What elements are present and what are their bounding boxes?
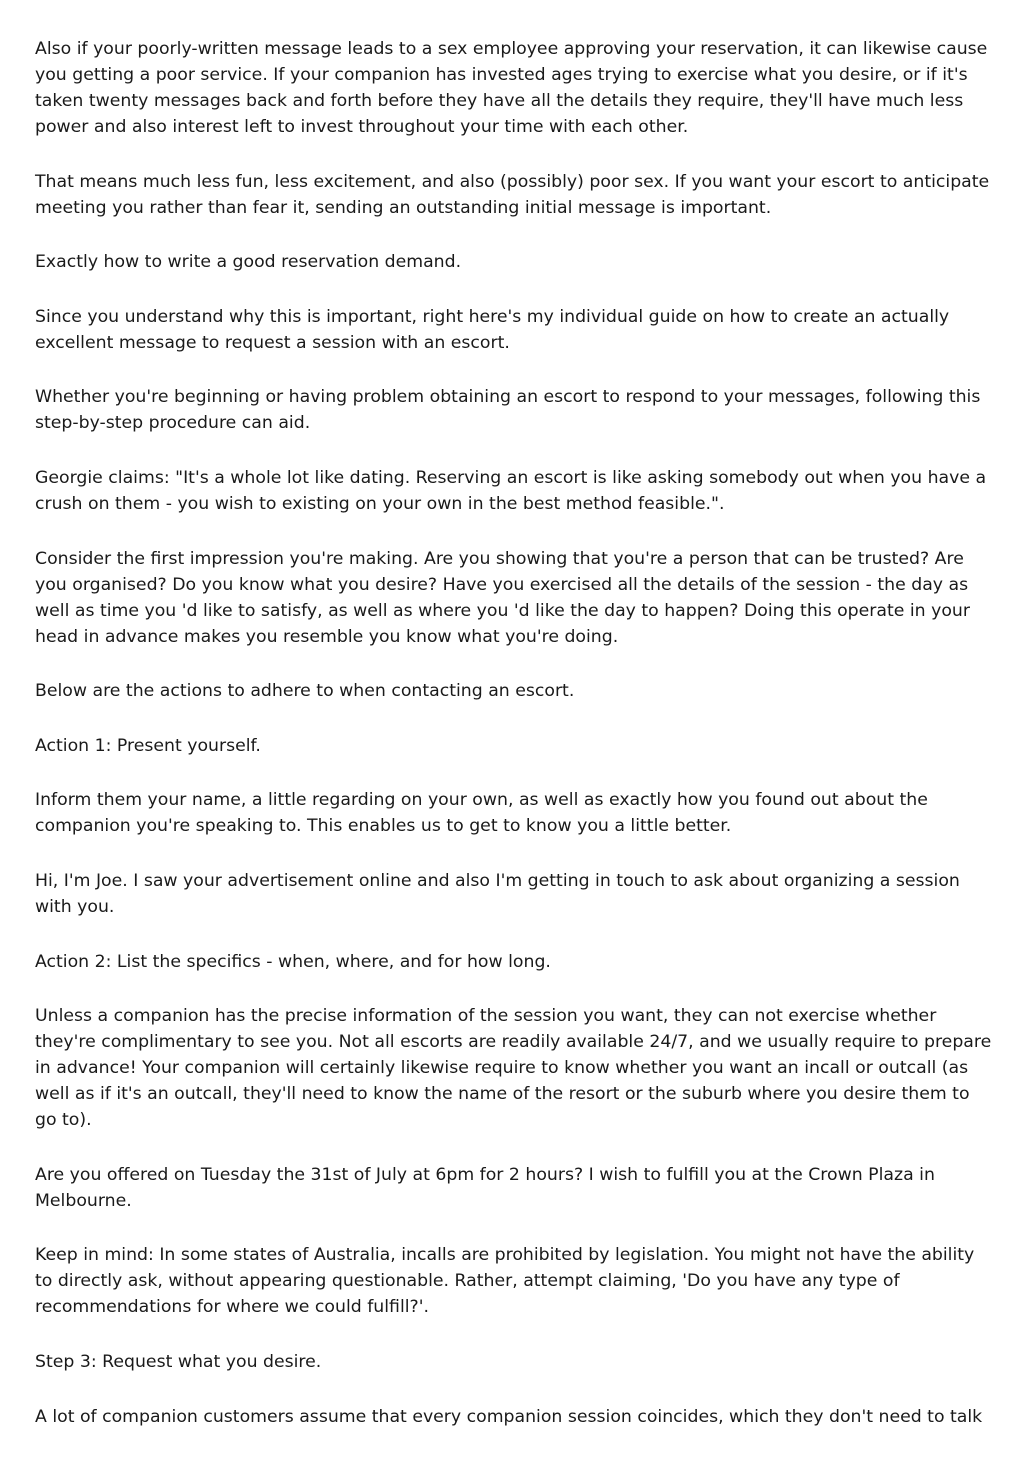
paragraph: Keep in mind: In some states of Australia, incalls are prohibited by legislation. You might not have the ability to directly ask, without appearing questionable. Rather, attempt claiming, 'Do you have any type of recommendations for where we could fulfill?'.	[35, 1245, 975, 1318]
paragraph: Are you offered on Tuesday the 31st of July at 6pm for 2 hours? I wish to fulfill you at the Crown Plaza in Melbourne.	[35, 1164, 935, 1211]
paragraph: Whether you're beginning or having problem obtaining an escort to respond to your messages, following this step-by-step procedure can aid.	[35, 387, 981, 434]
paragraph: A lot of companion customers assume that every companion session coincides, which they don't need to talk	[35, 1406, 983, 1427]
document-body	[35, 36, 995, 1458]
paragraph: Exactly how to write a good reservation demand.	[35, 252, 462, 273]
paragraph: Hi, I'm Joe. I saw your advertisement online and also I'm getting in touch to ask about organizing a session with you.	[35, 870, 960, 917]
paragraph: Also if your poorly-written message leads to a sex employee approving your reservation, it can likewise cause you getting a poor service. If your companion has invested ages trying to exercise what you desire, or if it's taken twenty messages back and forth before they have all the details they require, they'll have much less power and also interest left to invest throughout your time with each other.	[35, 39, 988, 137]
paragraph: That means much less fun, less excitement, and also (possibly) poor sex. If you want your escort to anticipate meeting you rather than fear it, sending an outstanding initial message is important.	[35, 171, 990, 218]
paragraph: Inform them your name, a little regarding on your own, as well as exactly how you found out about the companion you're speaking to. This enables us to get to know you a little better.	[35, 790, 928, 837]
paragraph: Action 2: List the specifics - when, where, and for how long.	[35, 951, 551, 972]
paragraph: Below are the actions to adhere to when contacting an escort.	[35, 681, 575, 702]
paragraph: Since you understand why this is important, right here's my individual guide on how to create an actually excellent message to request a session with an escort.	[35, 306, 950, 353]
paragraph: Unless a companion has the precise information of the session you want, they can not exercise whether they're complimentary to see you. Not all escorts are readily available 24/7, and we usually require to prepare in advance! Your companion will certainly likewise require to know whether you want an incall or outcall (as well as if it's an outcall, they'll need to know the name of the resort or the suburb where you desire them to go to).	[35, 1006, 992, 1131]
paragraph: Consider the first impression you're making. Are you showing that you're a person that can be trusted? Are you organised? Do you know what you desire? Have you exercised all the details of the session - the day as well as time you 'd like to satisfy, as well as where you 'd like the day to happen? Doing this operate in your head in advance makes you resemble you know what you're doing.	[35, 548, 970, 647]
paragraph: Georgie claims: "It's a whole lot like dating. Reserving an escort is like asking somebody out when you have a crush on them - you wish to existing on your own in the best method feasible.".	[35, 467, 987, 514]
paragraph: Action 1: Present yourself.	[35, 735, 261, 756]
paragraph: Step 3: Request what you desire.	[35, 1351, 322, 1372]
